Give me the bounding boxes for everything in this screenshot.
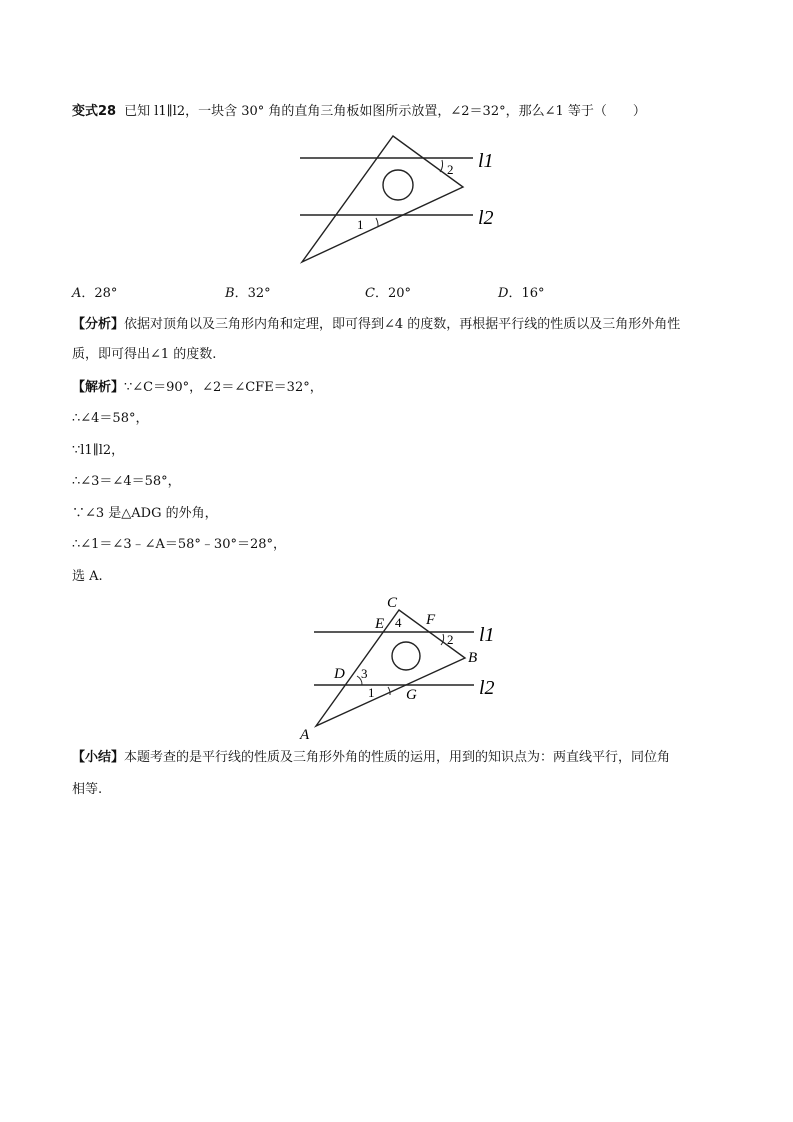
solution-line-3: ∵l1∥l2， (72, 443, 125, 458)
triangle-hole (392, 642, 420, 670)
point-a: A (300, 727, 310, 742)
option-d: D．16° (498, 286, 545, 301)
angle-3-label: 3 (361, 666, 368, 681)
angle-2-arc (441, 634, 444, 645)
triangle (302, 136, 463, 262)
angle-1-arc (388, 687, 390, 695)
summary-tag: 【小结】 (72, 750, 125, 765)
summary-line-2: 相等. (72, 782, 103, 797)
analysis-tag: 【分析】 (72, 317, 125, 332)
angle-1-label: 1 (368, 685, 375, 700)
question-line (72, 102, 646, 122)
summary-line-1: 【小结】本题考查的是平行线的性质及三角形外角的性质的运用，用到的知识点为：两直线平行，同位角 (72, 750, 671, 765)
point-f: F (426, 612, 436, 628)
solution-line-4: ∴∠3＝∠4＝58°， (72, 474, 181, 489)
solution-line-2: ∴∠4＝58°， (72, 411, 149, 426)
triangle-hole (383, 170, 413, 200)
option-b: B．32° (225, 286, 271, 301)
point-c: C (387, 595, 398, 611)
option-a: A．28° (72, 286, 118, 301)
point-b: B (468, 650, 478, 666)
analysis-line-2: 质，即可得出∠1 的度数. (72, 347, 217, 362)
angle-1-arc (376, 218, 378, 227)
l1-label: l1 (479, 624, 495, 646)
angle-4-label: 4 (395, 615, 402, 630)
l1-label: l1 (478, 150, 494, 172)
solution-line-7: 选 A. (72, 569, 103, 584)
analysis-line-1: 【分析】依据对顶角以及三角形内角和定理，即可得到∠4 的度数，再根据平行线的性质以及三角形外角性 (72, 317, 681, 332)
option-c: C．20° (365, 286, 411, 301)
question-label: 变式28 (72, 104, 117, 119)
angle-2-label: 2 (447, 632, 454, 647)
angle-2-label: 2 (447, 162, 454, 177)
l2-label: l2 (479, 677, 495, 699)
angle-1-label: 1 (357, 217, 364, 232)
solution-tag: 【解析】 (72, 380, 125, 395)
point-d: D (334, 666, 345, 682)
solution-line-1: 【解析】∵∠C＝90°，∠2＝∠CFE＝32°， (72, 380, 323, 395)
point-e: E (375, 616, 385, 632)
solution-line-6: ∴∠1＝∠3﹣∠A＝58°﹣30°＝28°， (72, 537, 287, 552)
solution-line-5: ∵∠3 是△ADG 的外角， (72, 506, 218, 521)
point-g: G (406, 687, 417, 703)
question-text: 已知 l1∥l2，一块含 30° 角的直角三角板如图所示放置，∠2＝32°，那么∠1 等于（ ） (124, 104, 646, 119)
l2-label: l2 (478, 207, 494, 229)
figure-2 (296, 594, 506, 742)
figure-1 (290, 132, 510, 266)
